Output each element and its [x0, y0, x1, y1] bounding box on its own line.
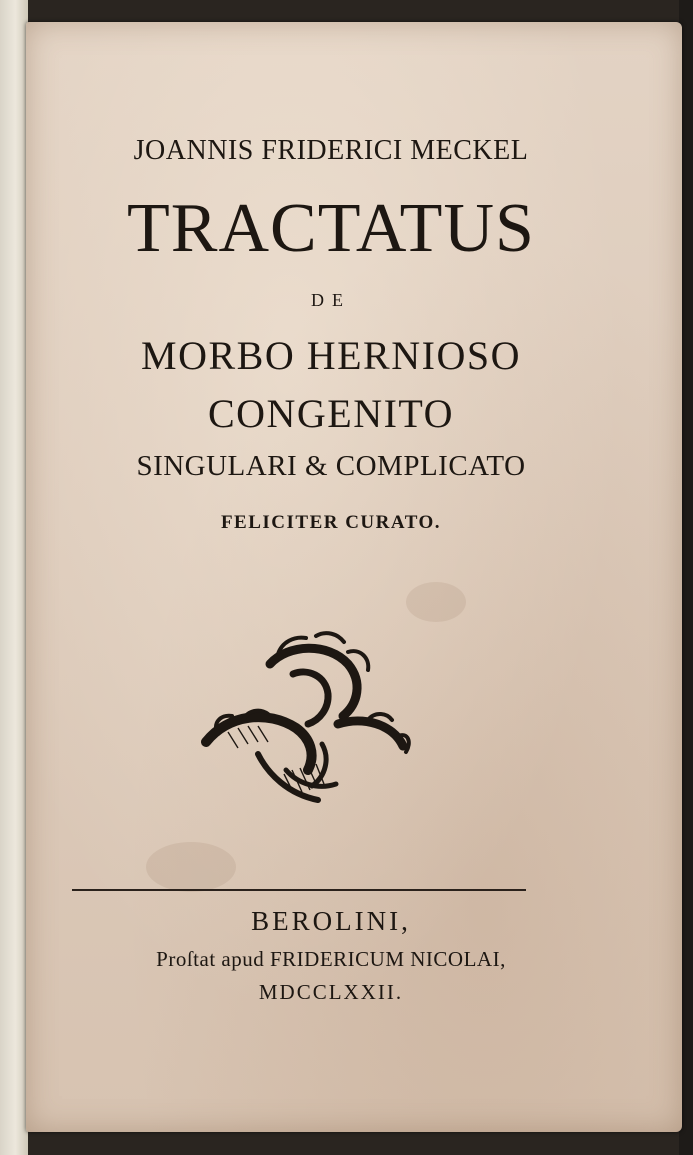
paper-stain: [146, 842, 236, 892]
subject-line-3: SINGULARI & COMPLICATO: [136, 450, 526, 482]
subject-line-1: MORBO HERNIOSO: [141, 333, 521, 378]
imprint-city: BEROLINI,: [251, 906, 411, 936]
subject-line-2: CONGENITO: [207, 391, 455, 436]
adjacent-page-edge: [0, 0, 28, 1155]
title-page: [26, 22, 682, 1132]
title-preposition: DE: [311, 290, 351, 310]
author-name: JOANNIS FRIDERICI MECKEL: [133, 135, 529, 166]
subject-line-4: FELICITER CURATO.: [220, 512, 442, 533]
paper-stain: [406, 582, 466, 622]
horizontal-rule: [72, 889, 526, 891]
book-title: TRACTATUS: [127, 190, 535, 267]
imprint-publisher: Proſtat apud FRIDERICUM NICOLAI,: [156, 947, 506, 971]
imprint-year: MDCCLXXII.: [258, 980, 404, 1004]
rococo-scroll-ornament-icon: [198, 624, 412, 804]
